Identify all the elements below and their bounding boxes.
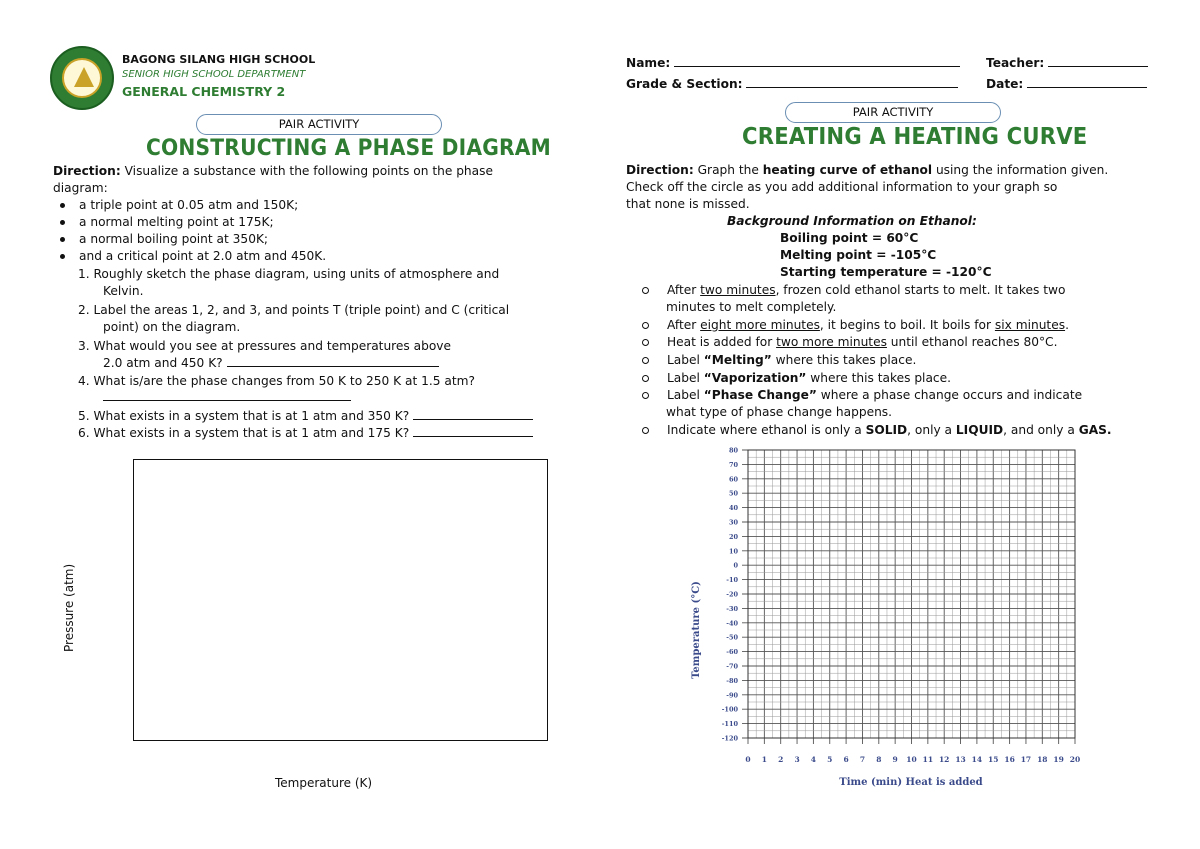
direction-text-1: Visualize a substance with the following points on the phase (120, 164, 493, 178)
direction-text: using the information given. (932, 163, 1109, 177)
grade-section-field (626, 76, 958, 93)
right-direction-line-2: Check off the circle as you add additional information to your graph so (626, 180, 1058, 194)
x-tick-label: 19 (1053, 755, 1064, 764)
date-input-line[interactable] (1027, 76, 1147, 88)
bullet-item (60, 197, 298, 214)
boiling-point: Boiling point = 60°C (780, 231, 919, 245)
heating-curve-graph[interactable] (680, 440, 1100, 795)
bullet-text: and a critical point at 2.0 atm and 450K. (79, 249, 327, 263)
x-tick-label: 9 (892, 755, 898, 764)
checklist-item-6 (642, 387, 1082, 404)
x-tick-label: 11 (922, 755, 934, 764)
bullet-icon (60, 220, 65, 225)
x-tick-label: 12 (938, 755, 950, 764)
checkbox-circle[interactable] (642, 357, 649, 364)
item-text: Indicate where ethanol is only a (667, 423, 866, 437)
item-bold: “Vaporization” (703, 371, 807, 385)
item-text: where this takes place. (806, 371, 951, 385)
x-tick-label: 3 (794, 755, 800, 764)
question-3-line-1: 3. What would you see at pressures and temperatures above (78, 339, 452, 353)
seal-triangle-icon (74, 67, 94, 87)
y-tick-label: 30 (728, 518, 738, 527)
x-tick-label: 17 (1020, 755, 1032, 764)
date-field (986, 76, 1147, 93)
question-4: 4. What is/are the phase changes from 50 K to 250 K at 1.5 atm? (78, 374, 475, 388)
checkbox-circle[interactable] (642, 375, 649, 382)
name-input-line[interactable] (674, 55, 960, 67)
y-tick-label: -120 (721, 734, 738, 743)
answer-blank-5[interactable] (413, 408, 533, 420)
checklist-item-3 (642, 334, 1057, 351)
item-underlined: eight more minutes (700, 318, 820, 332)
direction-emphasis: heating curve of ethanol (762, 163, 933, 177)
x-tick-label: 7 (859, 755, 866, 764)
bullet-text: a normal boiling point at 350K; (79, 232, 269, 246)
x-tick-label: 10 (906, 755, 917, 764)
item-text: , and only a (1003, 423, 1079, 437)
answer-blank-4[interactable] (103, 389, 351, 401)
graph-grid (742, 450, 1075, 744)
checkbox-circle[interactable] (642, 287, 649, 294)
school-name: BAGONG SILANG HIGH SCHOOL (122, 53, 316, 66)
checklist-item-2 (642, 317, 1069, 334)
bullet-text: a normal melting point at 175K; (79, 215, 274, 229)
x-tick-label: 20 (1069, 755, 1081, 764)
right-direction-label: Direction: (626, 163, 694, 177)
item-text: After (667, 283, 701, 297)
question-2-line-1: 2. Label the areas 1, 2, and 3, and points T (triple point) and C (critical (78, 303, 510, 317)
item-text: Label (667, 371, 704, 385)
question-1-line-1: 1. Roughly sketch the phase diagram, using units of atmosphere and (78, 267, 500, 281)
item-text: . (1065, 318, 1069, 332)
item-text: where a phase change occurs and indicate (816, 388, 1083, 402)
teacher-label: Teacher: (986, 56, 1045, 70)
item-text: where this takes place. (771, 353, 917, 367)
department-name: SENIOR HIGH SCHOOL DEPARTMENT (122, 69, 306, 80)
bullet-item (60, 231, 268, 248)
item-underlined: two more minutes (776, 335, 887, 349)
teacher-field (986, 55, 1148, 72)
question-2-line-2: point) on the diagram. (103, 320, 241, 334)
x-tick-label: 16 (1004, 755, 1015, 764)
y-tick-label: 10 (728, 547, 738, 556)
direction-text: Graph the (693, 163, 763, 177)
teacher-input-line[interactable] (1048, 55, 1148, 67)
item-underlined: six minutes (994, 318, 1066, 332)
y-tick-label: -40 (726, 619, 738, 628)
item-bold: LIQUID (955, 423, 1004, 437)
item-bold: “Phase Change” (703, 388, 817, 402)
answer-blank-6[interactable] (413, 425, 533, 437)
bullet-text: a triple point at 0.05 atm and 150K; (79, 198, 299, 212)
bullet-icon (60, 254, 65, 259)
direction-text-2: diagram: (53, 181, 108, 195)
name-field (626, 55, 960, 72)
y-tick-label: 60 (728, 475, 738, 484)
background-info-title: Background Information on Ethanol: (727, 214, 977, 228)
answer-blank-3[interactable] (227, 355, 439, 367)
x-tick-label: 2 (778, 755, 784, 764)
melting-point: Melting point = -105°C (780, 248, 937, 262)
temperature-axis-label: Temperature (K) (275, 776, 373, 790)
item-text: until ethanol reaches 80°C. (886, 335, 1058, 349)
x-tick-label: 5 (827, 755, 833, 764)
pair-activity-badge-left: PAIR ACTIVITY (196, 114, 442, 135)
right-direction-line-1 (626, 162, 1108, 179)
y-tick-label: -50 (726, 633, 738, 642)
grade-section-label: Grade & Section: (626, 77, 743, 91)
x-tick-label: 13 (955, 755, 966, 764)
pressure-axis-label: Pressure (atm) (62, 563, 76, 652)
date-label: Date: (986, 77, 1024, 91)
question-5-text: 5. What exists in a system that is at 1 atm and 350 K? (78, 409, 410, 423)
school-seal-logo (50, 46, 114, 110)
item-text: Label (667, 388, 704, 402)
y-tick-label: -20 (726, 590, 738, 599)
question-5-line (78, 408, 533, 425)
direction-label: Direction: (53, 164, 121, 178)
x-tick-label: 15 (988, 755, 999, 764)
bullet-icon (60, 237, 65, 242)
checklist-item-5 (642, 370, 951, 387)
chart-x-axis-label: Time (min) Heat is added (839, 777, 983, 788)
bullet-icon (60, 203, 65, 208)
name-label: Name: (626, 56, 671, 70)
y-tick-label: -90 (726, 691, 738, 700)
x-tick-label: 0 (745, 755, 751, 764)
checklist-item-4 (642, 352, 916, 369)
item-bold: SOLID (865, 423, 908, 437)
x-tick-label: 1 (761, 755, 767, 764)
x-tick-label: 14 (971, 755, 983, 764)
y-tick-label: 0 (733, 561, 738, 570)
y-tick-label: -70 (726, 662, 738, 671)
heating-curve-title: CREATING A HEATING CURVE (742, 124, 1088, 150)
starting-temperature: Starting temperature = -120°C (780, 265, 992, 279)
pair-activity-badge-right: PAIR ACTIVITY (785, 102, 1001, 123)
item-text: After (667, 318, 701, 332)
y-tick-label: -60 (726, 648, 738, 657)
y-tick-label: 70 (728, 460, 738, 469)
phase-diagram-sketch-area[interactable] (133, 459, 548, 741)
y-tick-label: -80 (726, 676, 738, 685)
direction-line-1 (53, 163, 493, 180)
checkbox-circle[interactable] (642, 339, 649, 346)
checklist-item-7 (642, 422, 1112, 439)
bullet-item (60, 248, 326, 265)
checkbox-circle[interactable] (642, 392, 649, 399)
grade-section-input-line[interactable] (746, 76, 958, 88)
y-tick-label: -110 (721, 720, 738, 729)
right-direction-line-3: that none is missed. (626, 197, 750, 211)
item-underlined: two minutes (700, 283, 776, 297)
checkbox-circle[interactable] (642, 322, 649, 329)
item-text: Heat is added for (667, 335, 777, 349)
subject-name: GENERAL CHEMISTRY 2 (122, 84, 286, 99)
x-tick-label: 6 (843, 755, 849, 764)
item-text: , it begins to boil. It boils for (819, 318, 995, 332)
seal-inner (62, 58, 102, 98)
x-tick-label: 4 (810, 755, 817, 764)
x-tick-label: 8 (876, 755, 882, 764)
item-bold: “Melting” (703, 353, 772, 367)
bullet-item (60, 214, 274, 231)
question-6-line (78, 425, 533, 442)
y-tick-label: 20 (728, 532, 738, 541)
checkbox-circle[interactable] (642, 427, 649, 434)
y-tick-label: 80 (728, 446, 738, 455)
checklist-item-6-cont: what type of phase change happens. (666, 405, 893, 419)
question-6-text: 6. What exists in a system that is at 1 atm and 175 K? (78, 426, 410, 440)
y-tick-label: -30 (726, 604, 738, 613)
phase-diagram-title: CONSTRUCTING A PHASE DIAGRAM (146, 136, 551, 161)
question-1-line-2: Kelvin. (103, 284, 144, 298)
chart-y-axis-label: Temperature (°C) (691, 581, 702, 679)
question-3-text: 2.0 atm and 450 K? (103, 356, 223, 370)
checklist-item-1 (642, 282, 1065, 299)
y-tick-label: 40 (728, 504, 738, 513)
y-tick-label: -100 (721, 705, 738, 714)
checklist-item-1-cont: minutes to melt completely. (666, 300, 837, 314)
question-3-line-2 (103, 355, 439, 372)
y-tick-label: -10 (726, 576, 738, 585)
item-text: , only a (907, 423, 956, 437)
x-tick-label: 18 (1037, 755, 1048, 764)
item-bold: GAS. (1078, 423, 1112, 437)
y-tick-label: 50 (728, 489, 738, 498)
item-text: Label (667, 353, 704, 367)
item-text: , frozen cold ethanol starts to melt. It takes two (775, 283, 1066, 297)
